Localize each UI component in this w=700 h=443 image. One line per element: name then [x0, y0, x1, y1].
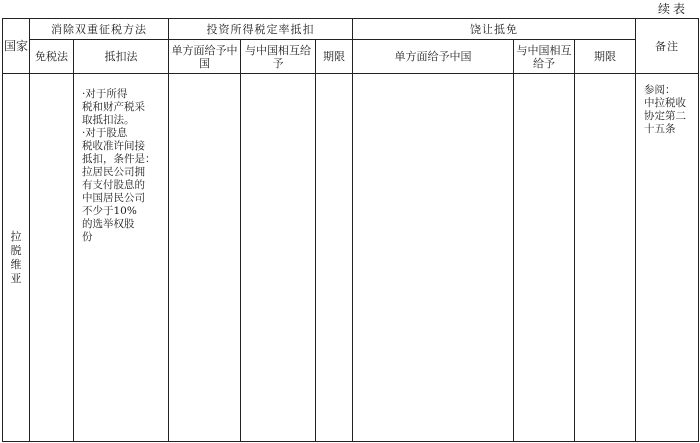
- spare-term-header: 期限: [575, 40, 636, 74]
- credit-text-line: 不少于10%: [82, 205, 137, 217]
- double-tax-group-header: 消除双重征税方法: [30, 19, 169, 40]
- investment-credit-group-header: 投资所得税定率抵扣: [169, 19, 353, 40]
- country-header: 国家: [3, 19, 30, 74]
- country-char: 拉: [10, 229, 22, 243]
- exemption-header: 免税法: [30, 40, 74, 74]
- continued-label: 续表: [657, 2, 688, 16]
- credit-text-line: 取抵扣法。: [82, 114, 135, 126]
- tax-treaty-table: [2, 18, 699, 442]
- remark-text-line: 参阅：: [644, 84, 676, 96]
- credit-text-line: ·对于股息: [82, 127, 128, 139]
- country-name: [3, 230, 29, 286]
- credit-cell: [74, 74, 169, 442]
- remark-text-line: 中拉税收: [644, 97, 687, 109]
- credit-text-line: 拉居民公司拥: [82, 166, 145, 178]
- credit-text-line: 份: [82, 231, 93, 243]
- spare-mutual-header: 与中国相互给予: [514, 40, 575, 74]
- credit-header: 抵扣法: [74, 40, 169, 74]
- inv-term-cell: [316, 74, 353, 442]
- remark-text-line: 协定第二: [644, 110, 687, 122]
- credit-text-line: 税和财产税采: [82, 101, 145, 113]
- credit-text-line: 抵扣，条件是：: [82, 153, 156, 165]
- credit-text-line: 中国居民公司: [82, 192, 145, 204]
- credit-method-text: [74, 74, 168, 244]
- inv-mutual-header: 与中国相互给予: [241, 40, 316, 74]
- country-char: 脱: [10, 243, 22, 257]
- spare-unilateral-cell: [353, 74, 514, 442]
- tax-sparing-group-header: 饶让抵免: [353, 19, 636, 40]
- country-cell: [3, 74, 30, 442]
- remarks-cell: [636, 74, 699, 442]
- credit-text-line: ·对于所得: [82, 88, 128, 100]
- exemption-cell: [30, 74, 74, 442]
- country-char: 亚: [10, 271, 22, 285]
- inv-term-header: 期限: [316, 40, 353, 74]
- credit-text-line: 有支付股息的: [82, 179, 145, 191]
- inv-unilateral-cell: [169, 74, 241, 442]
- credit-text-line: 的选举权股: [82, 218, 135, 230]
- remarks-header: 备注: [636, 19, 699, 74]
- inv-mutual-cell: [241, 74, 316, 442]
- remarks-text: [636, 74, 698, 136]
- spare-unilateral-header: 单方面给予中国: [353, 40, 514, 74]
- remark-text-line: 十五条: [644, 123, 676, 135]
- spare-term-cell: [575, 74, 636, 442]
- inv-unilateral-header: 单方面给予中国: [169, 40, 241, 74]
- country-char: 维: [10, 257, 22, 271]
- spare-mutual-cell: [514, 74, 575, 442]
- credit-text-line: 税收准许间接: [82, 140, 145, 152]
